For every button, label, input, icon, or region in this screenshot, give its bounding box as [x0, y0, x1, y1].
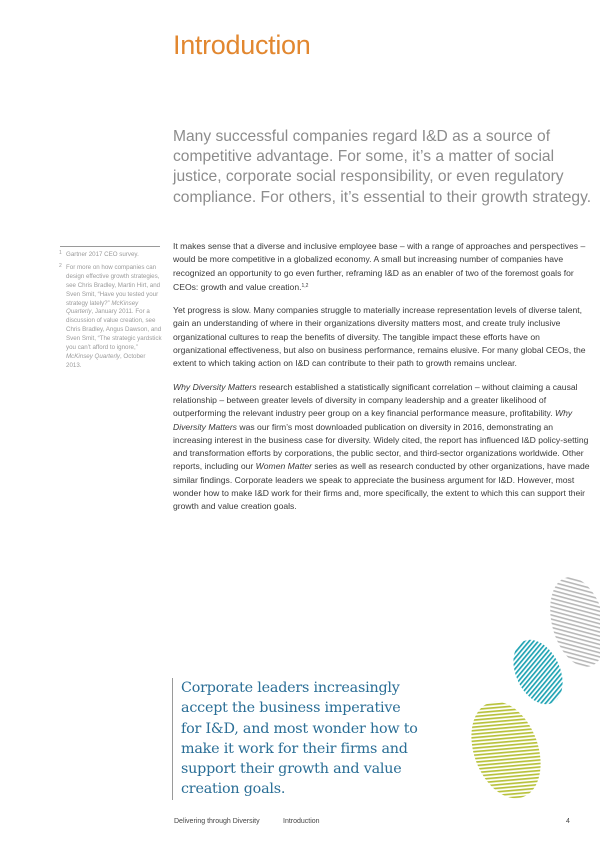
footnote-text: For more on how companies can design effective growth strategies, see Chris Bradley, Martin Hirt, and Sven Smit, “Have you tested your strategy lately?”: [66, 263, 161, 307]
pull-quote: [172, 678, 431, 800]
footnote-number: 1: [59, 250, 62, 256]
body-paragraph-text: It makes sense that a diverse and inclusive employee base – with a range of approaches and perspectives – would be more competitive in a globalized economy. A small but increasing number of companies have recognized an opportunity to go even further, reframing I&D as an enabler of two of the foremost goals for CEOs: growth and value creation.: [173, 241, 586, 292]
body-paragraph-text: series as well as research conducted by other organizations, have made similar findings. Corporate leaders we speak to appreciate the business argument for I&D. However, most wonder how to make I&D work for their firms and, more specifically, the extent to which this can support their growth and value creation goals.: [173, 461, 590, 512]
body-paragraph-3: [173, 381, 593, 514]
body-paragraph-text: was our firm’s most downloaded publication on diversity in 2016, demonstrating an increasing interest in the business case for diversity. Widely cited, the report has influenced I&D policy-setting and transformation efforts by corporations, the public sector, and third-sector organizations worldwide. Other reports, including our: [173, 421, 589, 472]
page-number: 4: [566, 818, 570, 825]
body-paragraph-1: [173, 240, 593, 294]
report-title: Why Diversity Matters: [173, 408, 573, 432]
footnote-reference[interactable]: 1,2: [301, 282, 309, 289]
yellow-fingerprint-icon: [459, 692, 553, 808]
footnote-2: [56, 264, 162, 371]
footnote-journal: McKinsey Quarterly: [66, 299, 139, 316]
footnote-divider: [60, 246, 160, 247]
fingerprint-illustration: [440, 560, 600, 810]
footnote-journal: McKinsey Quarterly: [66, 352, 120, 360]
footnotes: [56, 251, 162, 375]
pull-quote-line: Corporate leaders increasingly: [181, 680, 400, 696]
report-title: Why Diversity Matters: [173, 381, 257, 392]
pull-quote-line: make it work for their firms and: [181, 740, 408, 757]
body-text: [173, 240, 593, 524]
pull-quote-line: accept the business imperative: [181, 700, 401, 717]
footnote-text: , October 2013.: [66, 352, 146, 369]
page-title: Introduction: [173, 30, 311, 60]
footnote-number: 2: [59, 262, 62, 269]
lead-paragraph: Many successful companies regard I&D as a source of competitive advantage. For some, it’s a matter of social justice, corporate social responsibility, or even regulatory compliance. For others, it’s essential to their growth strategy.: [173, 128, 592, 206]
pull-quote-line: creation goals.: [181, 781, 286, 798]
footnote-text: , January 2011. For a discussion of value creation, see Chris Bradley, Angus Dawson, and Sven Smit, “The strategic yardstick you can’t afford to ignore,”: [66, 308, 162, 352]
footer-section-name: Introduction: [283, 818, 320, 825]
footnote-text: Gartner 2017 CEO survey.: [66, 251, 139, 258]
footnote-1: [56, 251, 162, 260]
footer-document-title: Delivering through Diversity: [174, 818, 260, 825]
report-title: Women Matter: [255, 461, 312, 472]
body-paragraph-2: Yet progress is slow. Many companies struggle to materially increase representation levels of diverse talent, gain an understanding of where in their organizations diversity matters most, and create truly inclusive organizational cultures to reap the benefits of diversity. The tangible impact these efforts have on organizational effectiveness, but also on business performance, remains elusive. For many global CEOs, the extent to which taking action on I&D can contribute to their path to growth remains unclear.: [173, 305, 586, 369]
pull-quote-line: for I&D, and most wonder how to: [181, 720, 418, 737]
body-paragraph-text: research established a statistically significant correlation – without claiming a causal relationship – between greater levels of diversity in company leadership and a greater likelihood of outperforming the relevant industry peer group on a key financial performance measure, profitability.: [173, 381, 578, 419]
pull-quote-line: support their growth and value: [181, 761, 402, 778]
